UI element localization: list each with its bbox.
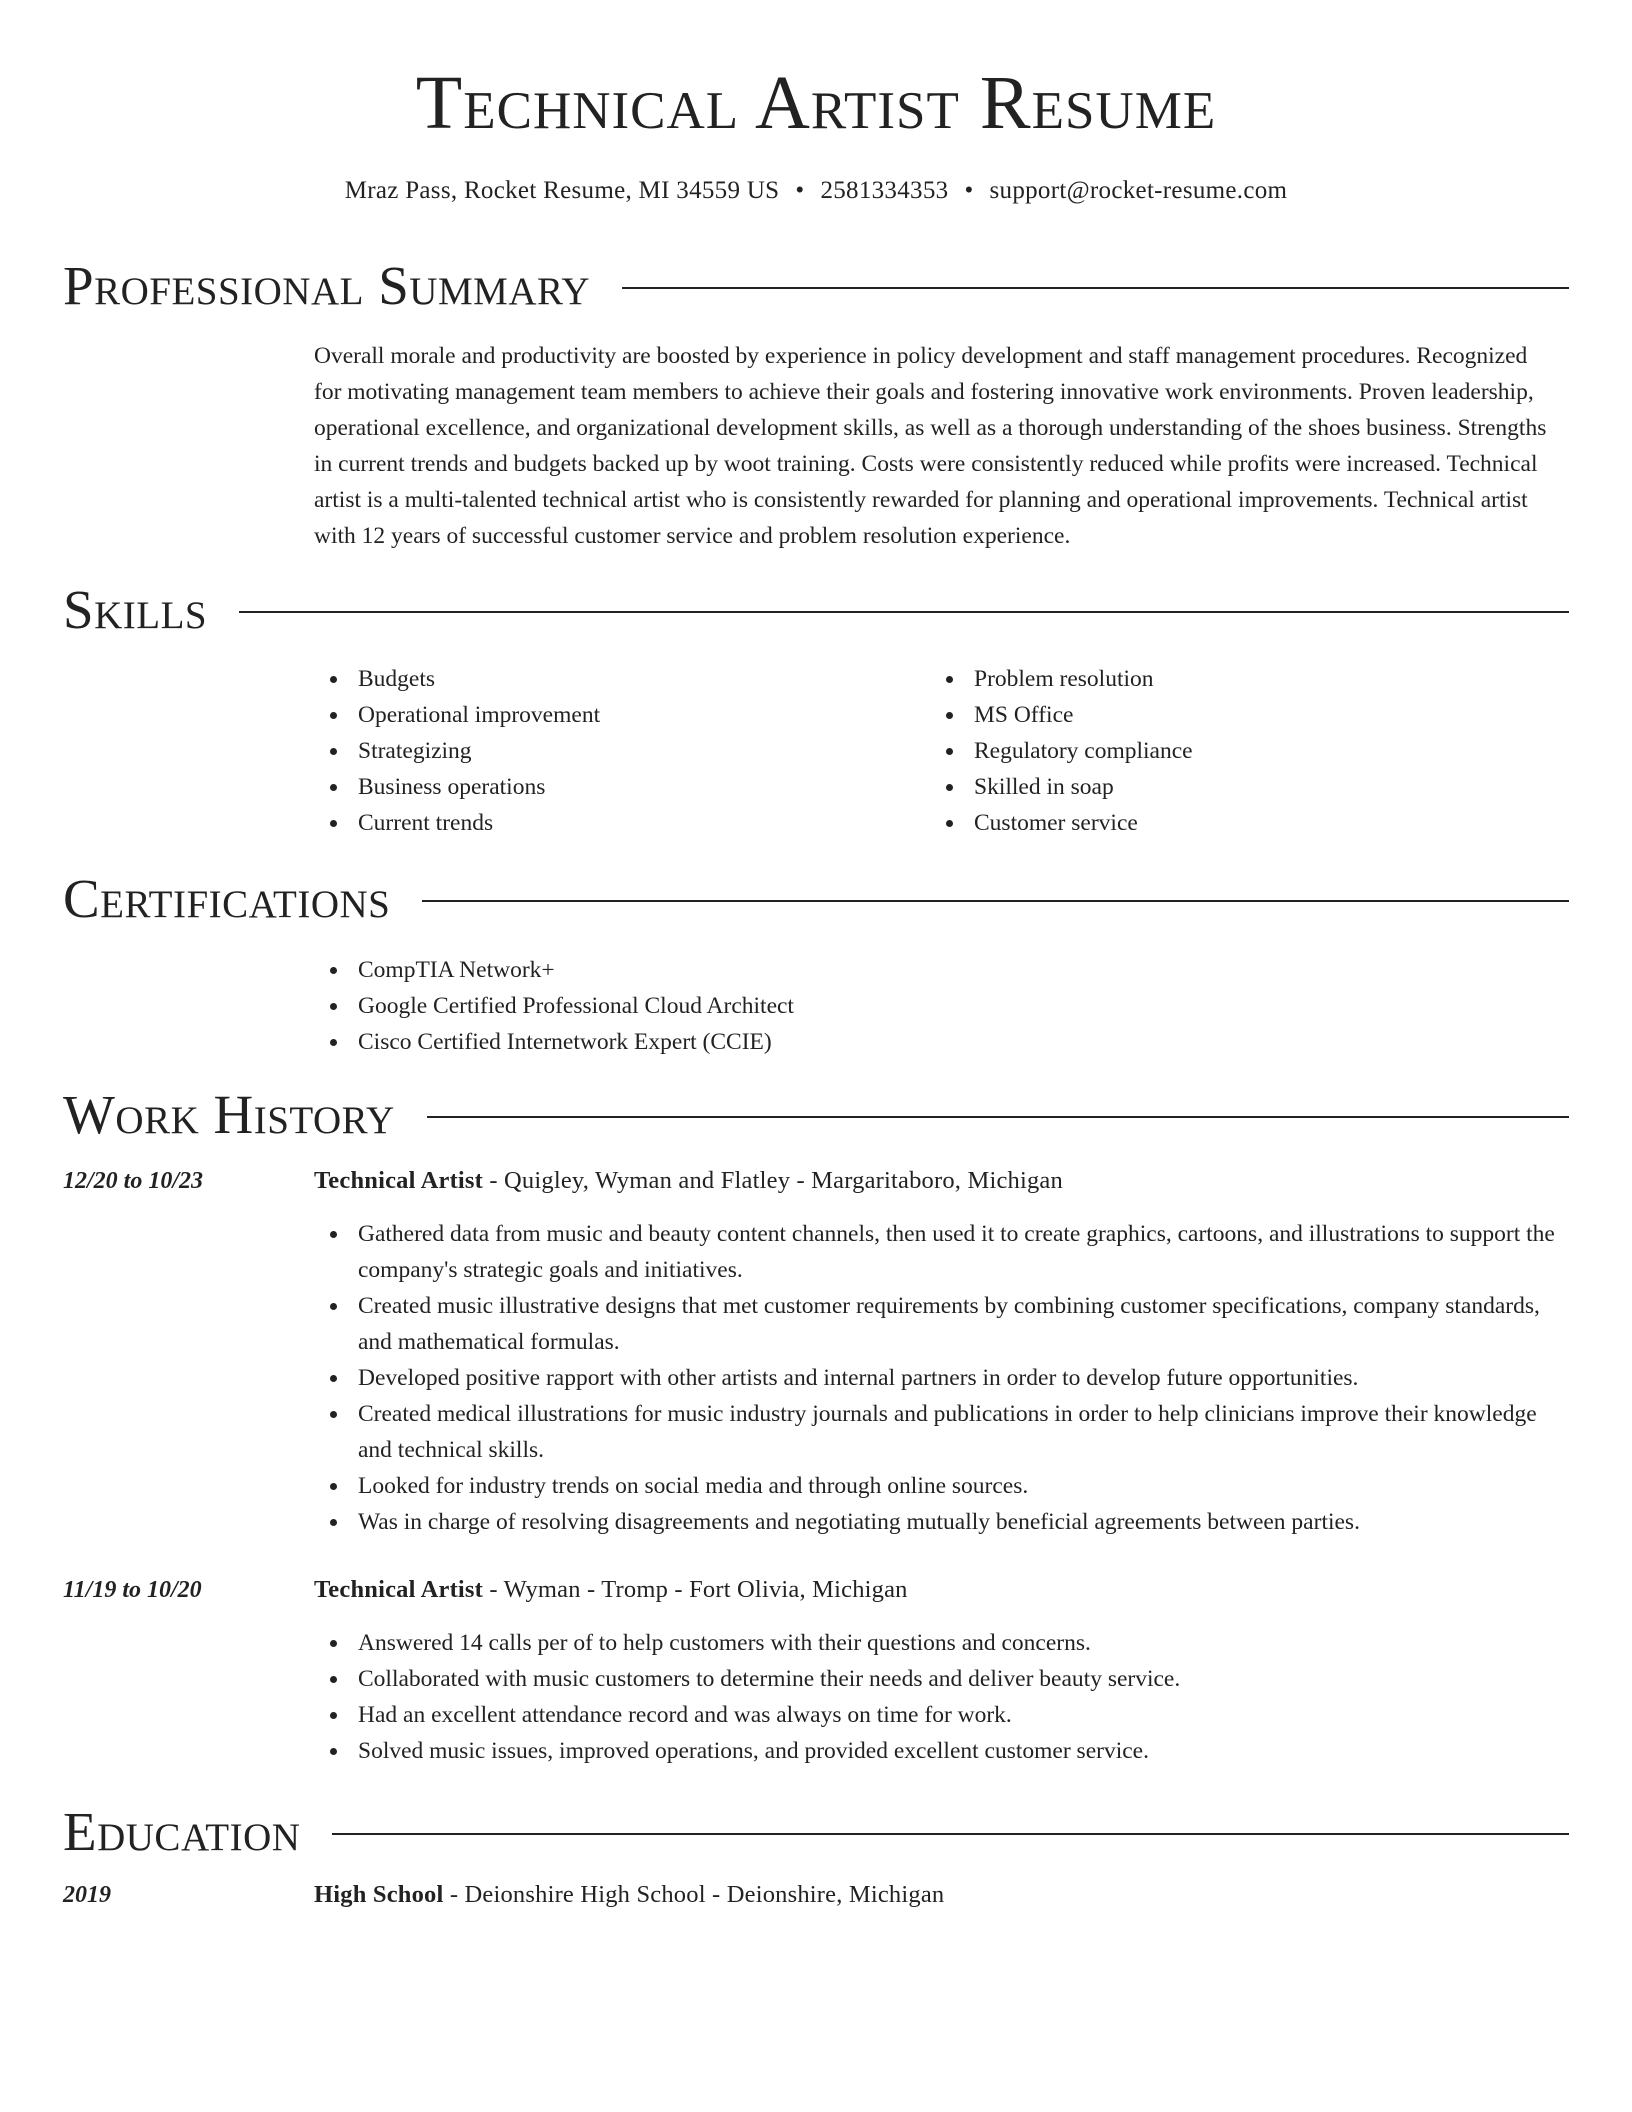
- education-degree: High School: [314, 1881, 444, 1908]
- skills-list-left: [314, 661, 914, 841]
- education-section-header: [63, 1800, 1569, 1864]
- job-company-location: - Quigley, Wyman and Flatley - Margaritaboro, Michigan: [483, 1167, 1063, 1194]
- job-dates: 11/19 to 10/20: [63, 1577, 202, 1603]
- job-dates: 12/20 to 10/23: [63, 1168, 204, 1194]
- contact-separator: •: [964, 177, 974, 204]
- job-bullet: Solved music issues, improved operations, and provided excellent customer service.: [314, 1733, 1572, 1769]
- skill-item: Business operations: [314, 769, 914, 805]
- contact-line: [0, 174, 1632, 208]
- job-header: [314, 1572, 1556, 1608]
- job-bullet: Collaborated with music customers to determine their needs and deliver beauty service.: [314, 1661, 1572, 1697]
- summary-text: Overall morale and productivity are boosted by experience in policy development and staff management procedures. Recognized for motivating management team members to achieve their goals and fostering innovative work environments. Proven leadership, operational excellence, and organizational development skills, as well as a thorough understanding of the shoes business. Strengths in current trends and budgets backed up by woot training. Costs were consistently reduced while profits were increased. Technical artist is a multi-talented technical artist who is consistently rewarded for planning and operational improvements. Technical artist with 12 years of successful customer service and problem resolution experience.: [314, 343, 1547, 549]
- skill-item: Skilled in soap: [930, 769, 1530, 805]
- job-title: Technical Artist: [314, 1576, 484, 1603]
- work-history-section-header: [63, 1083, 1569, 1147]
- skills-list-right: [930, 661, 1530, 841]
- resume-title: Technical Artist Resume: [415, 61, 1217, 145]
- job-header: [314, 1163, 1556, 1199]
- education-header: [314, 1877, 1556, 1913]
- certification-item: Cisco Certified Internetwork Expert (CCIE): [314, 1024, 794, 1060]
- skill-item: MS Office: [930, 697, 1530, 733]
- skills-section-header: [63, 578, 1569, 642]
- work-history-heading: Work History: [63, 1084, 395, 1145]
- job-bullet: Created music illustrative designs that met customer requirements by combining customer specifications, company standards, and mathematical formulas.: [314, 1288, 1572, 1360]
- section-divider: [422, 900, 1569, 902]
- job-bullet: Created medical illustrations for music industry journals and publications in order to help clinicians improve their knowledge and technical skills.: [314, 1396, 1572, 1468]
- certifications-list: [314, 952, 794, 1060]
- certification-item: Google Certified Professional Cloud Architect: [314, 988, 794, 1024]
- skill-item: Problem resolution: [930, 661, 1530, 697]
- contact-email: support@rocket-resume.com: [989, 177, 1288, 204]
- job-bullet: Answered 14 calls per of to help customers with their questions and concerns.: [314, 1625, 1572, 1661]
- skills-heading: Skills: [63, 579, 208, 640]
- section-divider: [622, 287, 1569, 289]
- skill-item: Current trends: [314, 805, 914, 841]
- skill-item: Operational improvement: [314, 697, 914, 733]
- job-bullets: [314, 1625, 1572, 1769]
- education-year: 2019: [63, 1882, 111, 1908]
- summary-heading: Professional Summary: [63, 255, 591, 316]
- job-bullets: [314, 1216, 1572, 1540]
- skill-item: Budgets: [314, 661, 914, 697]
- education-heading: Education: [63, 1801, 301, 1862]
- skill-item: Strategizing: [314, 733, 914, 769]
- section-divider: [427, 1116, 1569, 1118]
- section-divider: [239, 611, 1569, 613]
- job-bullet: Was in charge of resolving disagreements and negotiating mutually beneficial agreements between parties.: [314, 1504, 1572, 1540]
- contact-separator: •: [795, 177, 805, 204]
- job-bullet: Developed positive rapport with other artists and internal partners in order to develop future opportunities.: [314, 1360, 1572, 1396]
- job-bullet: Gathered data from music and beauty content channels, then used it to create graphics, cartoons, and illustrations to support the company's strategic goals and initiatives.: [314, 1216, 1572, 1288]
- section-divider: [332, 1833, 1569, 1835]
- job-bullet: Had an excellent attendance record and was always on time for work.: [314, 1697, 1572, 1733]
- job-title: Technical Artist: [314, 1167, 484, 1194]
- certification-item: CompTIA Network+: [314, 952, 794, 988]
- contact-address: Mraz Pass, Rocket Resume, MI 34559 US: [344, 177, 780, 204]
- contact-phone: 2581334353: [820, 177, 949, 204]
- certifications-section-header: [63, 867, 1569, 931]
- skill-item: Regulatory compliance: [930, 733, 1530, 769]
- certifications-heading: Certifications: [63, 868, 391, 929]
- summary-section-header: [63, 254, 1569, 318]
- job-bullet: Looked for industry trends on social media and through online sources.: [314, 1468, 1572, 1504]
- job-company-location: - Wyman - Tromp - Fort Olivia, Michigan: [483, 1576, 908, 1603]
- skill-item: Customer service: [930, 805, 1530, 841]
- education-school-location: - Deionshire High School - Deionshire, Michigan: [443, 1881, 945, 1908]
